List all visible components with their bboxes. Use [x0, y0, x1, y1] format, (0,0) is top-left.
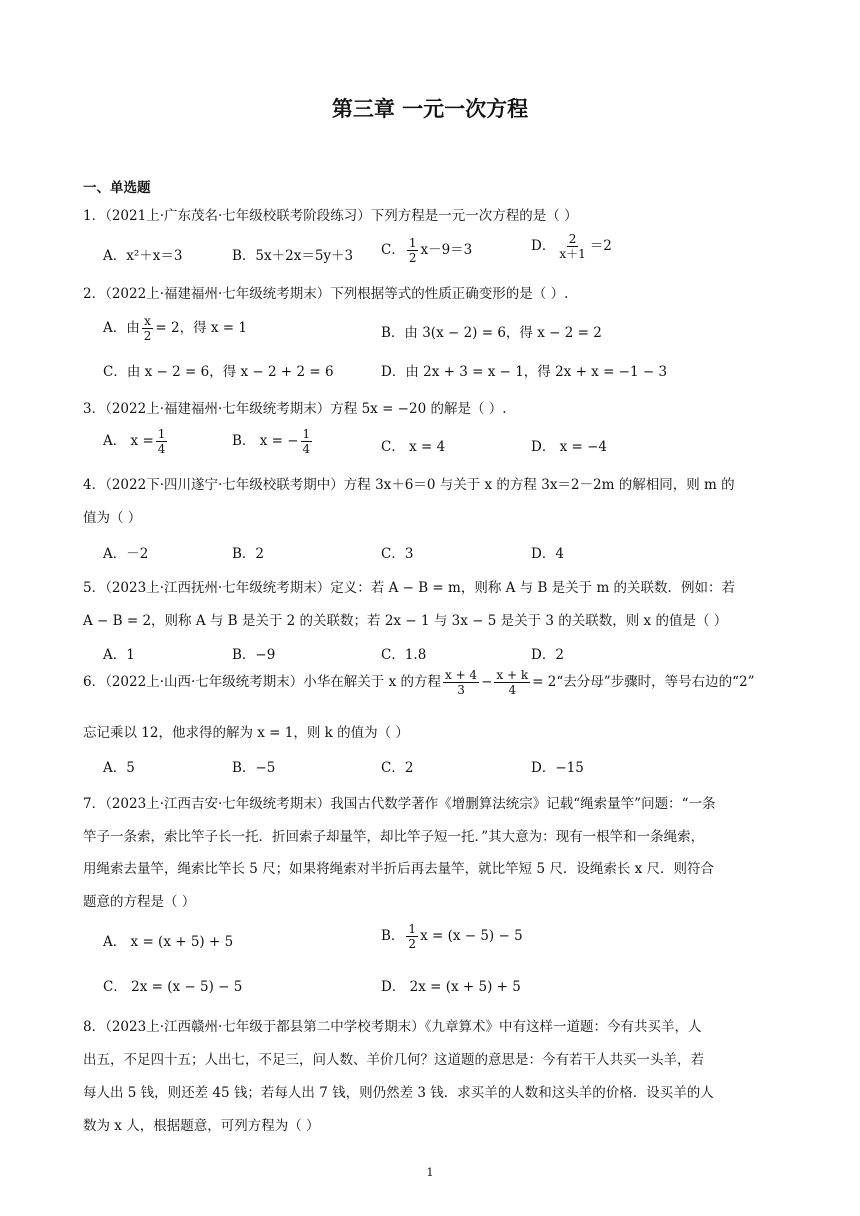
q1-option-c — [381, 236, 472, 265]
q2-option-d: D．由 2x + 3 = x − 1，得 2x + x = −1 − 3 — [381, 364, 668, 380]
q1-option-c-label: C． — [381, 242, 405, 258]
q1-option-d — [531, 232, 612, 261]
fraction-denominator: x＋1 — [559, 247, 586, 261]
q4-option-b: B．2 — [232, 546, 265, 562]
q7-option-c: C． 2x = (x − 5) − 5 — [103, 979, 243, 995]
q7-option-a: A． x = (x + 5) + 5 — [103, 934, 234, 950]
question-7-line4: 题意的方程是（ ） — [83, 894, 196, 910]
q2-option-a-rest: = 2，得 x = 1 — [155, 320, 247, 336]
fraction-numerator: x + k — [496, 668, 529, 682]
q6-option-d: D．−15 — [531, 760, 584, 776]
q2-option-c: C．由 x − 2 = 6，得 x − 2 + 2 = 6 — [103, 364, 334, 380]
question-4-stem-line1: 4．（2022下·四川遂宁·七年级校联考期中）方程 3x＋6＝0 与关于 x 的方程 3x＝2－2m 的解相同，则 m 的 — [83, 477, 735, 493]
q3-option-c: C． x = 4 — [381, 439, 446, 455]
q1-option-c-rest: x－9＝3 — [420, 242, 473, 258]
q2-option-a — [103, 314, 247, 343]
q6-stem-post: = 2“去分母”步骤时，等号右边的“2” — [532, 674, 755, 690]
question-5-stem-line1: 5．（2023上·江西抚州·七年级统考期末）定义：若 A − B = m，则称 A 与 B 是关于 m 的关联数．例如：若 — [83, 580, 736, 596]
fraction-numerator: 1 — [302, 427, 311, 441]
q4-option-a: A．－2 — [103, 546, 149, 562]
fraction-numerator: x + 4 — [444, 668, 478, 682]
question-8-line4: 数为 x 人，根据题意，可列方程为（ ） — [83, 1118, 320, 1134]
q3-option-d: D． x = −4 — [531, 439, 608, 455]
fraction-denominator: 4 — [302, 442, 311, 456]
q7-option-b — [381, 922, 523, 951]
question-8-line2: 出五，不足四十五；人出七，不足三，问人数、羊价几何？这道题的意思是：今有若干人共买一头羊，若 — [83, 1052, 704, 1068]
q3-option-a-label: A． x = — [103, 433, 154, 449]
q7-option-b-label: B． — [381, 928, 405, 944]
fraction-numerator: 1 — [157, 427, 166, 441]
q2-option-a-label: A．由 — [103, 320, 140, 336]
q6-option-a: A．5 — [103, 760, 135, 776]
question-4-stem-line2: 值为（ ） — [83, 510, 142, 526]
fraction-denominator: 4 — [157, 442, 166, 456]
fraction-denominator: 2 — [408, 937, 417, 951]
fraction-numerator: 1 — [408, 236, 417, 250]
question-6-stem-line1 — [83, 668, 755, 697]
q5-option-b: B．−9 — [232, 647, 276, 663]
fraction-numerator: 1 — [408, 922, 417, 936]
fraction-denominator: 2 — [143, 329, 152, 343]
q6-option-b: B．−5 — [232, 760, 276, 776]
q1-option-c-fraction — [407, 236, 419, 265]
q6-fraction-2 — [494, 668, 530, 697]
question-2-stem: 2．（2022上·福建福州·七年级统考期末）下列根据等式的性质正确变形的是（ ）. — [83, 286, 569, 302]
question-1-stem: 1．（2021上·广东茂名·七年级校联考阶段练习）下列方程是一元一次方程的是（ ） — [83, 208, 578, 224]
q7-option-b-fraction — [406, 922, 418, 951]
q3-option-a-fraction — [156, 427, 168, 456]
page-number: 1 — [426, 1166, 434, 1179]
q1-option-d-label: D． — [531, 238, 556, 254]
q2-option-a-fraction — [142, 314, 154, 343]
fraction-denominator: 3 — [457, 683, 465, 697]
q2-option-b: B．由 3(x − 2) = 6，得 x − 2 = 2 — [381, 325, 602, 341]
q5-option-a: A．1 — [103, 647, 135, 663]
fraction-denominator: 2 — [408, 251, 417, 265]
q3-option-b-label: B． x = − — [232, 433, 299, 449]
q7-option-d: D． 2x = (x + 5) + 5 — [381, 979, 521, 995]
page-title: 第三章 一元一次方程 — [331, 97, 529, 121]
question-5-stem-line2: A − B = 2，则称 A 与 B 是关于 2 的关联数；若 2x − 1 与 3x − 5 是关于 3 的关联数，则 x 的值是（ ） — [83, 613, 728, 629]
q7-option-b-rest: x = (x − 5) − 5 — [420, 928, 523, 944]
q6-fraction-1 — [443, 668, 479, 697]
question-7-line2: 竿子一条索，索比竿子长一托．折回索子却量竿，却比竿子短一托．”其大意为：现有一根竿和一条绳索， — [83, 829, 705, 845]
q4-option-c: C．3 — [381, 546, 414, 562]
q1-option-b: B．5x＋2x＝5y＋3 — [232, 248, 354, 264]
q1-option-d-rest: ＝2 — [589, 238, 612, 254]
question-7-line1: 7．（2023上·江西吉安·七年级统考期末）我国古代数学著作《增删算法统宗》记载“绳索量竿”问题：“一条 — [83, 796, 716, 812]
q1-option-a: A．x²＋x＝3 — [103, 248, 183, 264]
q6-minus-sign: − — [481, 674, 493, 690]
section-heading: 一、单选题 — [83, 180, 151, 196]
q6-stem-pre: 6．（2022上·山西·七年级统考期末）小华在解关于 x 的方程 — [83, 674, 441, 690]
question-6-stem-line2: 忘记乘以 12，他求得的解为 x = 1，则 k 的值为（ ） — [83, 725, 409, 741]
question-8-line1: 8．（2023上·江西赣州·七年级于都县第二中学校考期末）《九章算术》中有这样一道题：今有共买羊，人 — [83, 1019, 702, 1035]
q5-option-d: D．2 — [531, 647, 564, 663]
fraction-denominator: 4 — [508, 683, 517, 697]
q6-option-c: C．2 — [381, 760, 414, 776]
q1-option-d-fraction — [557, 232, 587, 261]
question-8-line3: 每人出 5 钱，则还差 45 钱；若每人出 7 钱，则仍然差 3 钱．求买羊的人数和这头羊的价格．设买羊的人 — [83, 1085, 714, 1101]
q3-option-b — [232, 427, 314, 456]
q3-option-a — [103, 427, 169, 456]
fraction-numerator: x — [144, 314, 151, 328]
fraction-numerator: 2 — [568, 232, 577, 246]
q4-option-d: D．4 — [531, 546, 564, 562]
question-3-stem: 3．（2022上·福建福州·七年级统考期末）方程 5x = −20 的解是（ ）. — [83, 401, 507, 417]
q3-option-b-fraction — [301, 427, 313, 456]
q5-option-c: C．1.8 — [381, 647, 427, 663]
question-7-line3: 用绳索去量竿，绳索比竿长 5 尺；如果将绳索对半折后再去量竿，就比竿短 5 尺．设绳索长 x 尺．则符合 — [83, 861, 715, 877]
